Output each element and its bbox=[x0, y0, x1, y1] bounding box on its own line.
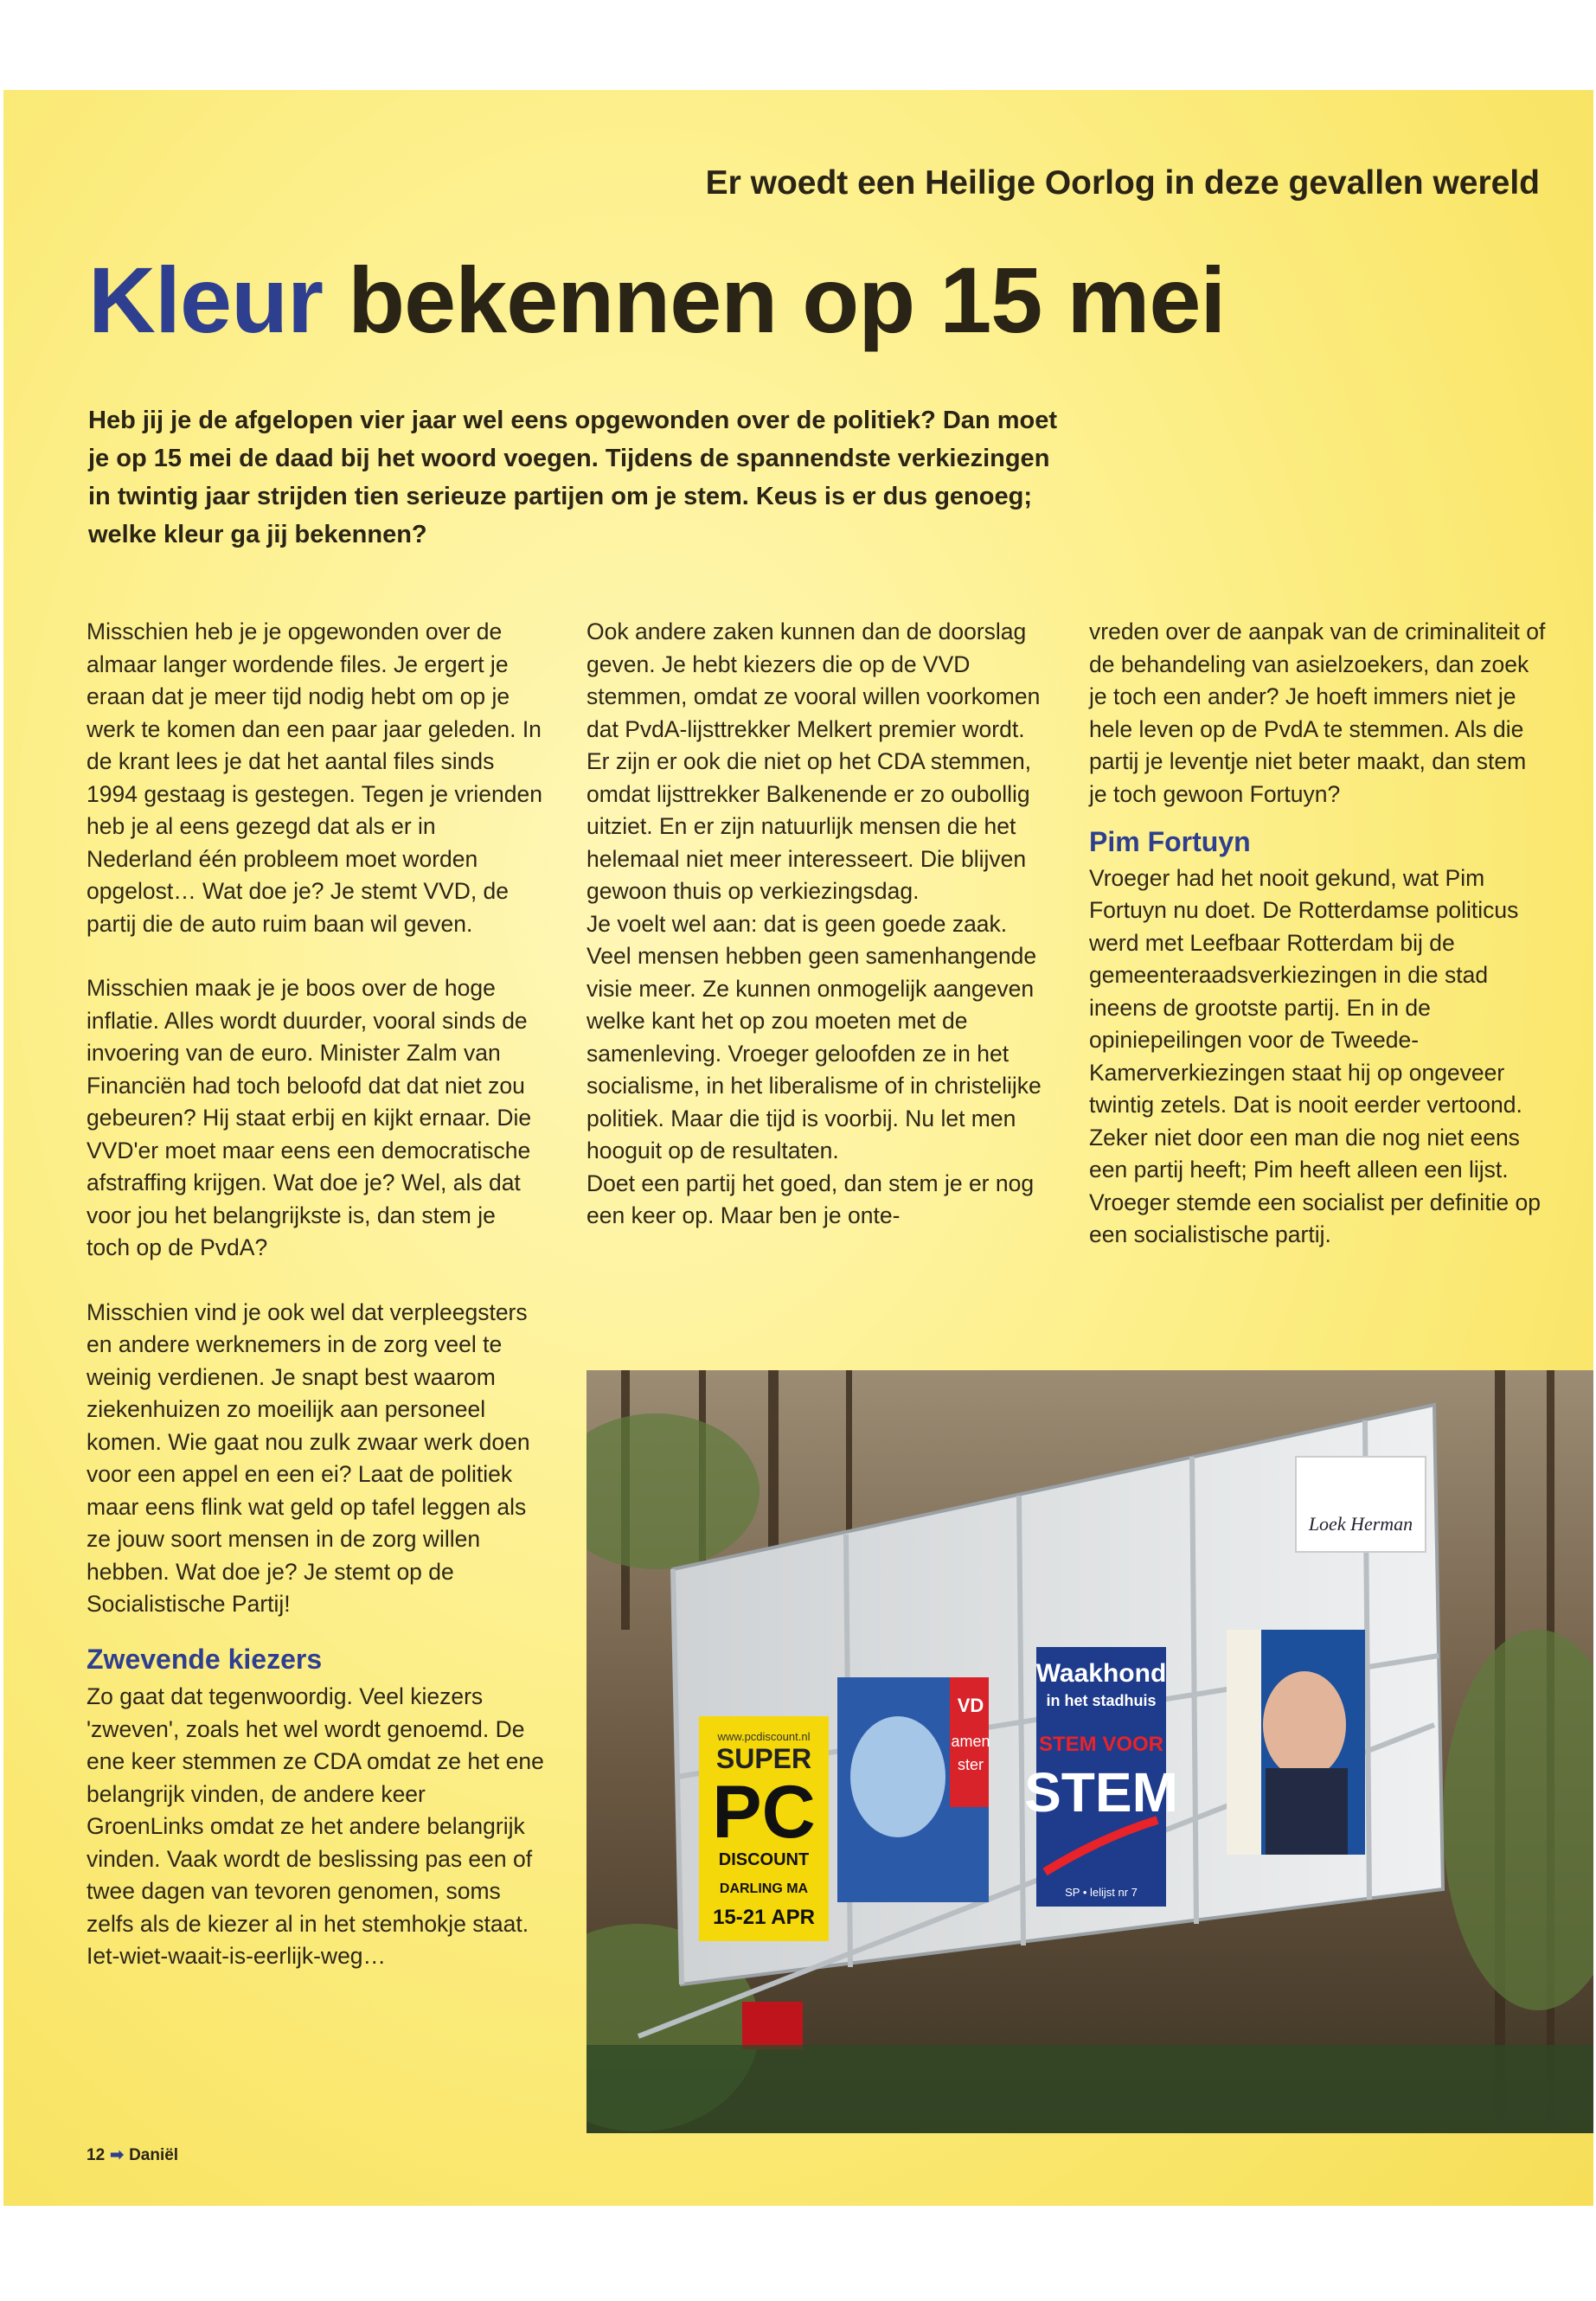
svg-text:Loek Herman: Loek Herman bbox=[1308, 1513, 1413, 1535]
svg-text:in het stadhuis: in het stadhuis bbox=[1046, 1692, 1157, 1709]
magazine-name: Daniël bbox=[129, 2146, 179, 2164]
poster-leefbaar-fortuyn bbox=[1227, 1630, 1365, 1855]
column1-paragraph-2: Misschien maak je je boos over de hoge inflatie. Alles wordt duurder, vooral sinds de invoering van de euro. Minister Zalm van Financiën had toch beloofd dat dat niet zou gebeuren? Hij staat erbij en kijkt ernaar. Die VVD'er moet maar eens een democratische afstraffing krijgen. Wat doe je? Wel, als dat voor jou het belangrijkste is, dan stem je toch op de PvdA? bbox=[87, 975, 532, 1260]
svg-text:STEM VOOR: STEM VOOR bbox=[1038, 1733, 1164, 1756]
svg-text:15-21 APR: 15-21 APR bbox=[713, 1906, 815, 1929]
svg-text:DISCOUNT: DISCOUNT bbox=[718, 1850, 810, 1869]
poster-vvd bbox=[837, 1677, 990, 1902]
page-number: 12 bbox=[87, 2146, 106, 2164]
column2-paragraph-1: Ook andere zaken kunnen dan de doorslag geven. Je hebt kiezers die op de VVD stemmen, omdat ze vooral willen voorkomen dat PvdA-lijsttrekker Melkert premier wordt. Er zijn er ook die niet op het CDA stemmen, omdat lijsttrekker Balkenende er zo oubollig uitziet. En er zijn natuurlijk mensen die het helemaal niet meer interesseert. Die blijven gewoon thuis op verkiezingsdag. bbox=[586, 619, 1041, 904]
column2-paragraph-3: Doet een partij het goed, dan stem je er nog een keer op. Maar ben je onte- bbox=[586, 1170, 1035, 1228]
svg-text:amen: amen bbox=[951, 1733, 990, 1750]
red-stand bbox=[742, 2002, 803, 2049]
article-column-3 bbox=[1089, 616, 1548, 1252]
election-billboard-photo bbox=[586, 1370, 1593, 2133]
svg-text:ster: ster bbox=[957, 1756, 984, 1773]
article-column-1 bbox=[87, 616, 545, 1973]
column2-paragraph-2: Je voelt wel aan: dat is geen goede zaak. Veel mensen hebben geen samenhangende visie meer. Ze kunnen onmogelijk aangeven welke kant het op zou moeten met de samenleving. Vroeger geloofden ze in het socialisme, in het liberalisme of in christelijke politiek. Maar die tijd is voorbij. Nu let men hooguit op de resultaten. bbox=[586, 910, 1042, 1163]
svg-text:PC: PC bbox=[712, 1771, 816, 1854]
svg-text:Waakhond: Waakhond bbox=[1035, 1659, 1167, 1688]
ground-shrubs bbox=[586, 2045, 1593, 2133]
column1-paragraph-4: Zo gaat dat tegenwoordig. Veel kiezers 'zweven', zoals het wel wordt genoemd. De ene keer stemmen ze CDA omdat ze het ene belangrijk vinden, de andere keer GroenLinks omdat ze het andere belangrijk vinden. Vaak wordt de beslissing pas een of twee dagen van tevoren genomen, soms zelfs als de kiezer al in het stemhokje staat. Iet-wiet-waait-is-eerlijk-weg… bbox=[87, 1683, 544, 1969]
kicker: Er woedt een Heilige Oorlog in deze gevallen wereld bbox=[705, 164, 1540, 202]
poster-sp-waakhond bbox=[1024, 1647, 1178, 1907]
svg-text:SP • lelijst nr 7: SP • lelijst nr 7 bbox=[1065, 1886, 1138, 1899]
svg-text:VD: VD bbox=[957, 1695, 984, 1716]
svg-text:DARLING MA: DARLING MA bbox=[719, 1881, 809, 1896]
poster-pc-discount bbox=[699, 1716, 829, 1941]
column3-paragraph-2: Vroeger had het nooit gekund, wat Pim Fortuyn nu doet. De Rotterdamse politicus werd met Leefbaar Rotterdam bij de gemeenteraadsverkiezingen in die stad ineens de grootste partij. En in de opiniepeilingen voor de Tweede-Kamerverkiezingen staat hij op ongeveer twintig zetels. Dat is nooit eerder vertoond. Zeker niet door een man die nog niet eens een partij heeft; Pim heeft alleen een lijst. bbox=[1089, 864, 1522, 1183]
arrow-icon: ➡ bbox=[110, 2146, 125, 2164]
intro-paragraph: Heb jij je de afgelopen vier jaar wel eens opgewonden over de politiek? Dan moet je op 15 mei de daad bij het woord voegen. Tijdens de spannendste verkiezingen in twintig jaar strijden tien serieuze partijen om je stem. Keus is er dus genoeg; welke kleur ga jij bekennen? bbox=[88, 407, 1057, 548]
column3-paragraph-1: vreden over de aanpak van de criminaliteit of de behandeling van asielzoekers, dan zoek je toch een ander? Je hoeft immers niet je hele leven op de PvdA te stemmen. Als die partij je leventje niet beter maakt, dan stem je toch gewoon Fortuyn? bbox=[1089, 619, 1546, 807]
magazine-page bbox=[3, 90, 1593, 2206]
headline-rest: bekennen op 15 mei bbox=[348, 247, 1226, 352]
column1-paragraph-1: Misschien heb je je opgewonden over de almaar langer wordende files. Je ergert je eraan dat je meer tijd nodig hebt om op je werk te komen dan een paar jaar geleden. In de krant lees je dat het aantal files sinds 1994 gestaag is gestegen. Tegen je vrienden heb je al eens gezegd dat als er in Nederland één probleem moet worden opgelost… Wat doe je? Je stemt VVD, de partij die de auto ruim baan wil geven. bbox=[87, 619, 542, 937]
column1-paragraph-3: Misschien vind je ook wel dat verpleegsters en andere werknemers in de zorg veel te weinig verdienen. Je snapt best waarom ziekenhuizen zo moeilijk aan personeel komen. Wie gaat nou zulk zwaar werk doen voor een appel en een ei? Laat de politiek maar eens flink wat geld op tafel leggen als ze jouw soort mensen in de zorg willen hebben. Wat doe je? Je stemt op de Socialistische Partij! bbox=[87, 1298, 530, 1617]
subheading-pim-fortuyn: Pim Fortuyn bbox=[1089, 826, 1251, 857]
svg-text:www.pcdiscount.nl: www.pcdiscount.nl bbox=[717, 1730, 811, 1743]
column3-paragraph-3: Vroeger stemde een socialist per definitie op een socialistische partij. bbox=[1089, 1189, 1541, 1247]
page-footer bbox=[87, 2145, 178, 2165]
svg-text:STEM: STEM bbox=[1024, 1761, 1178, 1823]
subheading-zwevende-kiezers: Zwevende kiezers bbox=[87, 1643, 323, 1675]
headline bbox=[88, 246, 1225, 354]
poster-loek-hermans bbox=[1296, 1457, 1426, 1552]
article-column-2 bbox=[586, 616, 1045, 1233]
headline-accent: Kleur bbox=[88, 247, 324, 352]
svg-text:SUPER: SUPER bbox=[715, 1743, 812, 1774]
